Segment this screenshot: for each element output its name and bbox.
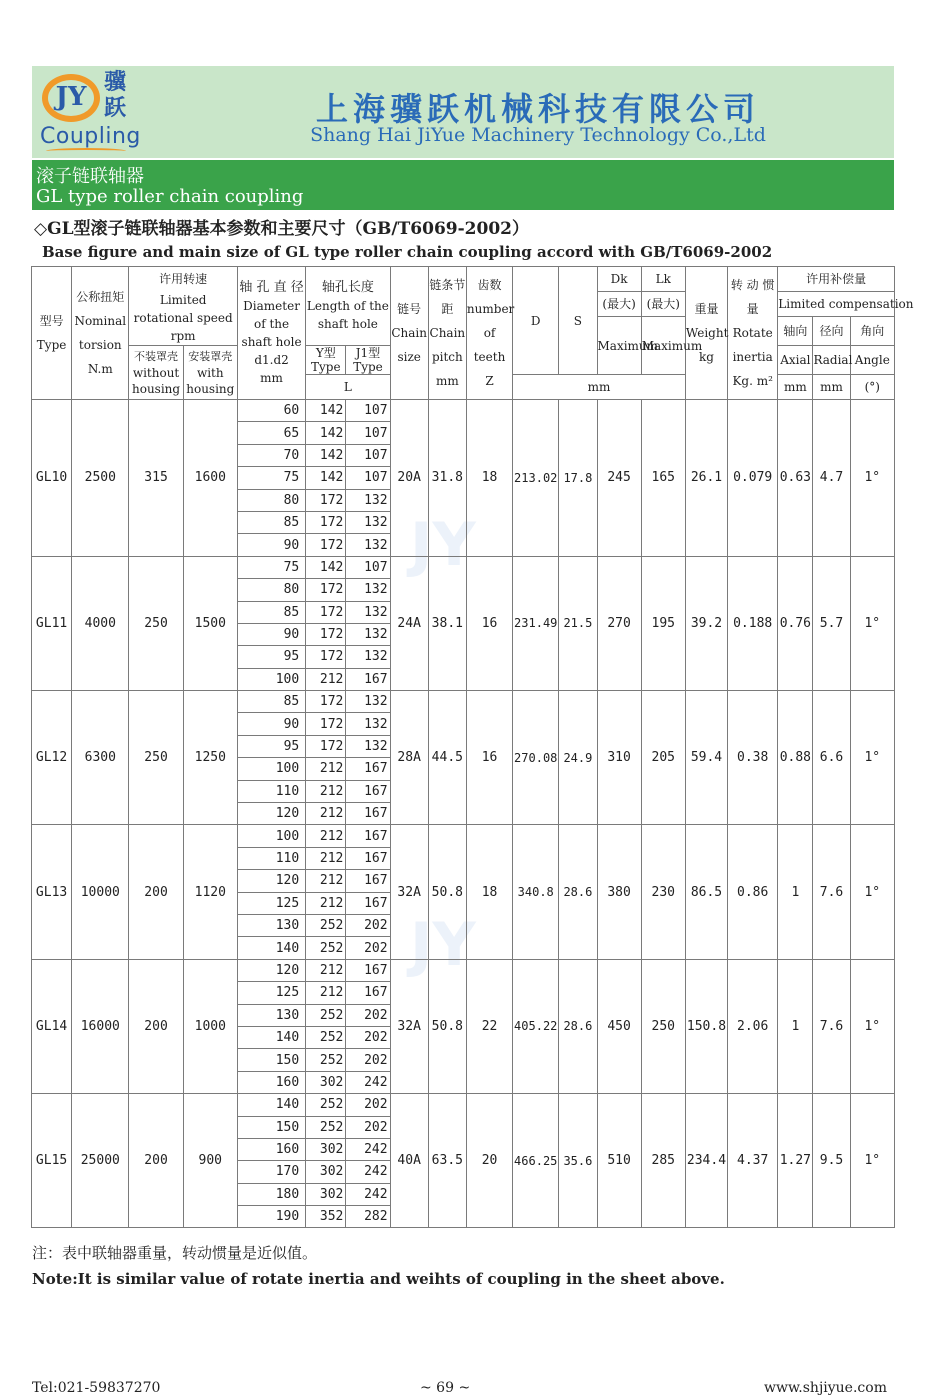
cell-length-y: 142 xyxy=(306,444,346,466)
header-speed-en: Limited rotational speed rpm xyxy=(133,293,233,343)
cell-angle: 1° xyxy=(850,959,894,1093)
cell-lk: 195 xyxy=(641,556,685,690)
cell-bore-diameter: 120 xyxy=(237,959,305,981)
cell-type: GL14 xyxy=(32,959,72,1093)
cell-radial: 7.6 xyxy=(813,825,850,959)
cell-bore-diameter: 120 xyxy=(237,870,305,892)
cell-length-j1: 202 xyxy=(346,937,390,959)
header-Lk-en: Maximum xyxy=(641,317,685,375)
cell-angle: 1° xyxy=(850,691,894,825)
header-weight xyxy=(685,267,727,400)
header-radial-unit: mm xyxy=(813,375,850,400)
cell-length-y: 252 xyxy=(306,914,346,936)
cell-length-j1: 202 xyxy=(346,1116,390,1138)
cell-weight: 39.2 xyxy=(685,556,727,690)
cell-axial: 0.76 xyxy=(778,556,813,690)
cell-inertia: 0.188 xyxy=(728,556,778,690)
cell-bore-diameter: 85 xyxy=(237,511,305,533)
cell-length-y: 252 xyxy=(306,1116,346,1138)
table-row xyxy=(32,1094,895,1116)
product-band xyxy=(32,160,894,210)
header-pitch-unit: mm xyxy=(435,374,459,388)
cell-chain: 32A xyxy=(390,959,428,1093)
header-compensation-en: Limited compensation xyxy=(778,292,895,317)
cell-length-y: 302 xyxy=(306,1138,346,1160)
cell-s: 21.5 xyxy=(559,556,597,690)
cell-angle: 1° xyxy=(850,556,894,690)
cell-dk: 245 xyxy=(597,400,641,557)
cell-d: 466.25 xyxy=(513,1094,559,1228)
table-row xyxy=(32,556,895,578)
header-angle-cn: 角向 xyxy=(850,317,894,346)
cell-length-y: 142 xyxy=(306,556,346,578)
header-Dk: Dk xyxy=(597,267,641,292)
cell-dk: 380 xyxy=(597,825,641,959)
cell-length-j1: 132 xyxy=(346,646,390,668)
cell-bore-diameter: 190 xyxy=(237,1206,305,1228)
cell-length-y: 172 xyxy=(306,735,346,757)
table-title-cn: ◇GL型滚子链联轴器基本参数和主要尺寸（GB/T6069-2002） xyxy=(34,219,529,239)
cell-length-y: 172 xyxy=(306,623,346,645)
cell-length-y: 252 xyxy=(306,1004,346,1026)
cell-pitch: 38.1 xyxy=(428,556,466,690)
cell-teeth: 22 xyxy=(466,959,512,1093)
cell-without: 200 xyxy=(129,959,183,1093)
cell-length-y: 212 xyxy=(306,870,346,892)
cell-pitch: 50.8 xyxy=(428,959,466,1093)
watermark-logo: JY xyxy=(410,910,476,980)
product-name-cn: 滚子链联轴器 xyxy=(36,166,144,187)
header-j1-type: J1型 Type xyxy=(346,346,390,375)
cell-length-y: 172 xyxy=(306,511,346,533)
header-chain-en: Chain size xyxy=(391,326,427,364)
cell-torque: 4000 xyxy=(72,556,129,690)
cell-bore-diameter: 70 xyxy=(237,444,305,466)
cell-s: 28.6 xyxy=(559,959,597,1093)
cell-bore-diameter: 120 xyxy=(237,803,305,825)
cell-with: 900 xyxy=(183,1094,237,1228)
cell-weight: 26.1 xyxy=(685,400,727,557)
cell-length-j1: 167 xyxy=(346,758,390,780)
cell-bore-diameter: 140 xyxy=(237,937,305,959)
cell-weight: 150.8 xyxy=(685,959,727,1093)
cell-axial: 1 xyxy=(778,959,813,1093)
cell-d: 213.02 xyxy=(513,400,559,557)
cell-length-j1: 132 xyxy=(346,579,390,601)
cell-bore-diameter: 95 xyxy=(237,735,305,757)
cell-lk: 285 xyxy=(641,1094,685,1228)
header-torque xyxy=(72,267,129,400)
cell-length-j1: 202 xyxy=(346,914,390,936)
cell-with: 1250 xyxy=(183,691,237,825)
cell-bore-diameter: 160 xyxy=(237,1138,305,1160)
cell-with: 1000 xyxy=(183,959,237,1093)
header-teeth-cn: 齿数 xyxy=(477,278,502,292)
cell-bore-diameter: 130 xyxy=(237,914,305,936)
cell-angle: 1° xyxy=(850,825,894,959)
cell-length-j1: 167 xyxy=(346,892,390,914)
cell-length-j1: 167 xyxy=(346,668,390,690)
cell-bore-diameter: 75 xyxy=(237,467,305,489)
header-length-en: Length of the shaft hole xyxy=(306,299,389,331)
footer-tel: Tel:021-59837270 xyxy=(32,1380,161,1396)
cell-radial: 4.7 xyxy=(813,400,850,557)
cell-without: 200 xyxy=(129,1094,183,1228)
header-bore-cn: 轴 孔 直 径 xyxy=(239,280,304,295)
cell-lk: 230 xyxy=(641,825,685,959)
cell-dk: 450 xyxy=(597,959,641,1093)
cell-with: 1120 xyxy=(183,825,237,959)
cell-torque: 6300 xyxy=(72,691,129,825)
header-Dk-max: (最大) xyxy=(597,292,641,317)
cell-length-j1: 107 xyxy=(346,556,390,578)
cell-bore-diameter: 100 xyxy=(237,668,305,690)
cell-lk: 250 xyxy=(641,959,685,1093)
cell-angle: 1° xyxy=(850,400,894,557)
cell-axial: 0.63 xyxy=(778,400,813,557)
cell-inertia: 0.86 xyxy=(728,825,778,959)
cell-length-j1: 107 xyxy=(346,400,390,422)
header-chain xyxy=(390,267,428,400)
cell-with: 1600 xyxy=(183,400,237,557)
header-type: 型号 Type xyxy=(32,267,72,400)
company-name-cn: 上海骥跃机械科技有限公司 xyxy=(315,90,760,128)
cell-length-j1: 242 xyxy=(346,1161,390,1183)
header-torque-cn: 公称扭矩 xyxy=(76,290,125,304)
header-inertia xyxy=(728,267,778,400)
cell-radial: 6.6 xyxy=(813,691,850,825)
cell-bore-diameter: 85 xyxy=(237,691,305,713)
header-Lk: Lk xyxy=(641,267,685,292)
header-compensation-cn: 许用补偿量 xyxy=(778,267,895,292)
cell-bore-diameter: 60 xyxy=(237,400,305,422)
cell-s: 17.8 xyxy=(559,400,597,557)
cell-length-y: 212 xyxy=(306,847,346,869)
spec-table xyxy=(31,266,914,1228)
cell-radial: 9.5 xyxy=(813,1094,850,1228)
cell-length-y: 172 xyxy=(306,691,346,713)
note-en: Note:It is similar value of rotate inertia and weihts of coupling in the sheet above. xyxy=(32,1270,725,1288)
cell-pitch: 63.5 xyxy=(428,1094,466,1228)
cell-dk: 510 xyxy=(597,1094,641,1228)
cell-length-j1: 242 xyxy=(346,1183,390,1205)
cell-length-j1: 132 xyxy=(346,601,390,623)
header-with-en: with housing xyxy=(186,365,235,396)
cell-length-j1: 167 xyxy=(346,847,390,869)
cell-d: 270.08 xyxy=(513,691,559,825)
cell-bore-diameter: 160 xyxy=(237,1071,305,1093)
cell-length-j1: 167 xyxy=(346,803,390,825)
cell-length-j1: 202 xyxy=(346,1026,390,1048)
company-logo xyxy=(40,70,141,152)
cell-length-y: 212 xyxy=(306,825,346,847)
cell-axial: 1 xyxy=(778,825,813,959)
cell-length-y: 252 xyxy=(306,1094,346,1116)
header-axial-unit: mm xyxy=(778,375,813,400)
cell-without: 250 xyxy=(129,691,183,825)
cell-bore-diameter: 80 xyxy=(237,489,305,511)
footer-page-number: ~ 69 ~ xyxy=(420,1380,471,1396)
footer-website[interactable]: www.shjiyue.com xyxy=(764,1380,887,1396)
cell-d: 340.8 xyxy=(513,825,559,959)
cell-axial: 1.27 xyxy=(778,1094,813,1228)
header-weight-cn: 重量 xyxy=(694,302,719,316)
cell-bore-diameter: 170 xyxy=(237,1161,305,1183)
header-D: D xyxy=(513,267,559,375)
note-cn: 注：表中联轴器重量，转动惯量是近似值。 xyxy=(32,1244,318,1262)
cell-length-j1: 132 xyxy=(346,735,390,757)
cell-inertia: 0.079 xyxy=(728,400,778,557)
header-chain-cn: 链号 xyxy=(397,302,422,316)
cell-length-y: 302 xyxy=(306,1071,346,1093)
cell-bore-diameter: 65 xyxy=(237,422,305,444)
header-angle-unit: (°) xyxy=(850,375,894,400)
cell-length-y: 172 xyxy=(306,713,346,735)
cell-length-j1: 132 xyxy=(346,623,390,645)
cell-length-y: 172 xyxy=(306,579,346,601)
header-with-cn: 安装罩壳 xyxy=(188,349,233,363)
cell-length-j1: 107 xyxy=(346,422,390,444)
cell-length-j1: 132 xyxy=(346,489,390,511)
header-Lk-max: (最大) xyxy=(641,292,685,317)
header-with xyxy=(183,346,237,400)
cell-weight: 86.5 xyxy=(685,825,727,959)
header-length-L: L xyxy=(306,375,390,400)
header-bore-unit: mm xyxy=(260,371,283,385)
header-pitch-cn: 链条节距 xyxy=(429,278,466,316)
cell-d: 405.22 xyxy=(513,959,559,1093)
logo-en-text: Coupling xyxy=(40,124,141,149)
cell-bore-diameter: 180 xyxy=(237,1183,305,1205)
header-without-en: without housing xyxy=(131,365,181,396)
cell-length-j1: 242 xyxy=(346,1071,390,1093)
cell-bore-diameter: 150 xyxy=(237,1116,305,1138)
cell-bore-diameter: 90 xyxy=(237,534,305,556)
header-weight-en: Weight xyxy=(685,326,729,340)
cell-without: 250 xyxy=(129,556,183,690)
header-speed-cn: 许用转速 xyxy=(159,272,208,286)
cell-length-y: 252 xyxy=(306,1026,346,1048)
header-S: S xyxy=(559,267,597,375)
cell-length-y: 142 xyxy=(306,467,346,489)
cell-inertia: 2.06 xyxy=(728,959,778,1093)
cell-s: 28.6 xyxy=(559,825,597,959)
cell-length-y: 212 xyxy=(306,668,346,690)
product-name-en: GL type roller chain coupling xyxy=(36,186,304,207)
header-bore-en: Diameter of the shaft hole d1.d2 xyxy=(241,299,302,367)
cell-length-j1: 202 xyxy=(346,1004,390,1026)
cell-length-j1: 132 xyxy=(346,713,390,735)
logo-cn-text: 骥跃 xyxy=(103,70,126,121)
header-radial-cn: 径向 xyxy=(813,317,850,346)
header-pitch xyxy=(428,267,466,400)
cell-length-y: 212 xyxy=(306,780,346,802)
cell-length-y: 212 xyxy=(306,982,346,1004)
cell-length-j1: 282 xyxy=(346,1206,390,1228)
cell-chain: 24A xyxy=(390,556,428,690)
cell-bore-diameter: 90 xyxy=(237,713,305,735)
cell-torque: 2500 xyxy=(72,400,129,557)
page-header xyxy=(32,66,894,158)
cell-length-y: 212 xyxy=(306,758,346,780)
header-inertia-cn: 转 动 惯 量 xyxy=(730,278,775,316)
cell-type: GL11 xyxy=(32,556,72,690)
cell-teeth: 20 xyxy=(466,1094,512,1228)
cell-bore-diameter: 110 xyxy=(237,780,305,802)
cell-with: 1500 xyxy=(183,556,237,690)
cell-radial: 5.7 xyxy=(813,556,850,690)
cell-length-y: 212 xyxy=(306,959,346,981)
cell-bore-diameter: 140 xyxy=(237,1094,305,1116)
cell-torque: 10000 xyxy=(72,825,129,959)
cell-chain: 32A xyxy=(390,825,428,959)
header-dim-unit: mm xyxy=(513,375,686,400)
cell-teeth: 16 xyxy=(466,691,512,825)
cell-length-j1: 167 xyxy=(346,982,390,1004)
header-Dk-en: Maximum xyxy=(597,317,641,375)
cell-chain: 20A xyxy=(390,400,428,557)
cell-length-y: 142 xyxy=(306,422,346,444)
table-row xyxy=(32,400,895,422)
header-without xyxy=(129,346,183,400)
header-teeth xyxy=(466,267,515,400)
cell-without: 200 xyxy=(129,825,183,959)
cell-bore-diameter: 85 xyxy=(237,601,305,623)
header-y-type: Y型 Type xyxy=(306,346,346,375)
header-axial-cn: 轴向 xyxy=(778,317,813,346)
cell-lk: 165 xyxy=(641,400,685,557)
cell-without: 315 xyxy=(129,400,183,557)
cell-pitch: 44.5 xyxy=(428,691,466,825)
cell-d: 231.49 xyxy=(513,556,559,690)
cell-length-j1: 167 xyxy=(346,825,390,847)
cell-length-y: 142 xyxy=(306,400,346,422)
cell-length-j1: 132 xyxy=(346,691,390,713)
cell-weight: 59.4 xyxy=(685,691,727,825)
cell-dk: 310 xyxy=(597,691,641,825)
cell-teeth: 18 xyxy=(466,825,512,959)
cell-bore-diameter: 100 xyxy=(237,758,305,780)
cell-bore-diameter: 95 xyxy=(237,646,305,668)
cell-bore-diameter: 125 xyxy=(237,982,305,1004)
cell-torque: 16000 xyxy=(72,959,129,1093)
cell-length-y: 302 xyxy=(306,1161,346,1183)
company-name-en: Shang Hai JiYue Machinery Technology Co.,Ltd xyxy=(310,124,766,146)
cell-type: GL15 xyxy=(32,1094,72,1228)
cell-type: GL12 xyxy=(32,691,72,825)
cell-pitch: 50.8 xyxy=(428,825,466,959)
cell-teeth: 18 xyxy=(466,400,512,557)
cell-length-y: 212 xyxy=(306,892,346,914)
header-length xyxy=(306,267,390,346)
cell-bore-diameter: 75 xyxy=(237,556,305,578)
cell-bore-diameter: 80 xyxy=(237,579,305,601)
cell-angle: 1° xyxy=(850,1094,894,1228)
logo-jy-mark: JY xyxy=(42,74,100,122)
header-inertia-unit: Kg. m² xyxy=(732,374,773,388)
logo-wave xyxy=(46,148,126,154)
header-angle-en: Angle xyxy=(850,346,894,375)
cell-lk: 205 xyxy=(641,691,685,825)
cell-bore-diameter: 100 xyxy=(237,825,305,847)
header-torque-unit: N.m xyxy=(87,362,113,376)
cell-pitch: 31.8 xyxy=(428,400,466,557)
cell-type: GL13 xyxy=(32,825,72,959)
cell-weight: 234.4 xyxy=(685,1094,727,1228)
cell-chain: 28A xyxy=(390,691,428,825)
header-weight-unit: kg xyxy=(698,350,714,364)
header-pitch-en: Chain pitch xyxy=(429,326,466,364)
cell-bore-diameter: 110 xyxy=(237,847,305,869)
cell-bore-diameter: 140 xyxy=(237,1026,305,1048)
cell-length-j1: 202 xyxy=(346,1049,390,1071)
header-inertia-en: Rotate inertia xyxy=(732,326,773,364)
cell-length-y: 212 xyxy=(306,803,346,825)
cell-length-j1: 167 xyxy=(346,870,390,892)
header-axial-en: Axial xyxy=(778,346,813,375)
cell-length-j1: 132 xyxy=(346,534,390,556)
cell-bore-diameter: 90 xyxy=(237,623,305,645)
cell-bore-diameter: 150 xyxy=(237,1049,305,1071)
header-bore xyxy=(237,267,305,400)
cell-inertia: 4.37 xyxy=(728,1094,778,1228)
cell-s: 24.9 xyxy=(559,691,597,825)
cell-length-y: 252 xyxy=(306,1049,346,1071)
header-without-cn: 不装罩壳 xyxy=(134,349,179,363)
header-torque-en: Nominal torsion xyxy=(74,314,127,352)
table-row xyxy=(32,959,895,981)
cell-s: 35.6 xyxy=(559,1094,597,1228)
header-length-cn: 轴孔长度 xyxy=(321,280,374,295)
header-speed xyxy=(129,267,237,346)
cell-bore-diameter: 130 xyxy=(237,1004,305,1026)
table-title-en: Base figure and main size of GL type roller chain coupling accord with GB/T6069-2002 xyxy=(42,243,773,261)
cell-torque: 25000 xyxy=(72,1094,129,1228)
cell-inertia: 0.38 xyxy=(728,691,778,825)
cell-length-y: 172 xyxy=(306,646,346,668)
cell-length-j1: 107 xyxy=(346,444,390,466)
cell-length-j1: 107 xyxy=(346,467,390,489)
cell-bore-diameter: 125 xyxy=(237,892,305,914)
cell-type: GL10 xyxy=(32,400,72,557)
cell-dk: 270 xyxy=(597,556,641,690)
header-teeth-unit: Z xyxy=(485,374,494,388)
cell-length-j1: 167 xyxy=(346,780,390,802)
cell-length-j1: 202 xyxy=(346,1094,390,1116)
cell-radial: 7.6 xyxy=(813,959,850,1093)
cell-length-y: 302 xyxy=(306,1183,346,1205)
cell-length-y: 352 xyxy=(306,1206,346,1228)
table-row xyxy=(32,825,895,847)
cell-length-y: 172 xyxy=(306,534,346,556)
table-row xyxy=(32,691,895,713)
cell-axial: 0.88 xyxy=(778,691,813,825)
cell-teeth: 16 xyxy=(466,556,512,690)
header-teeth-en: number of teeth xyxy=(466,302,515,364)
cell-length-j1: 167 xyxy=(346,959,390,981)
cell-length-y: 172 xyxy=(306,489,346,511)
watermark-logo: JY xyxy=(410,510,476,580)
cell-length-j1: 242 xyxy=(346,1138,390,1160)
cell-chain: 40A xyxy=(390,1094,428,1228)
cell-length-j1: 132 xyxy=(346,511,390,533)
header-radial-en: Radial xyxy=(813,346,850,375)
cell-length-y: 172 xyxy=(306,601,346,623)
cell-length-y: 252 xyxy=(306,937,346,959)
